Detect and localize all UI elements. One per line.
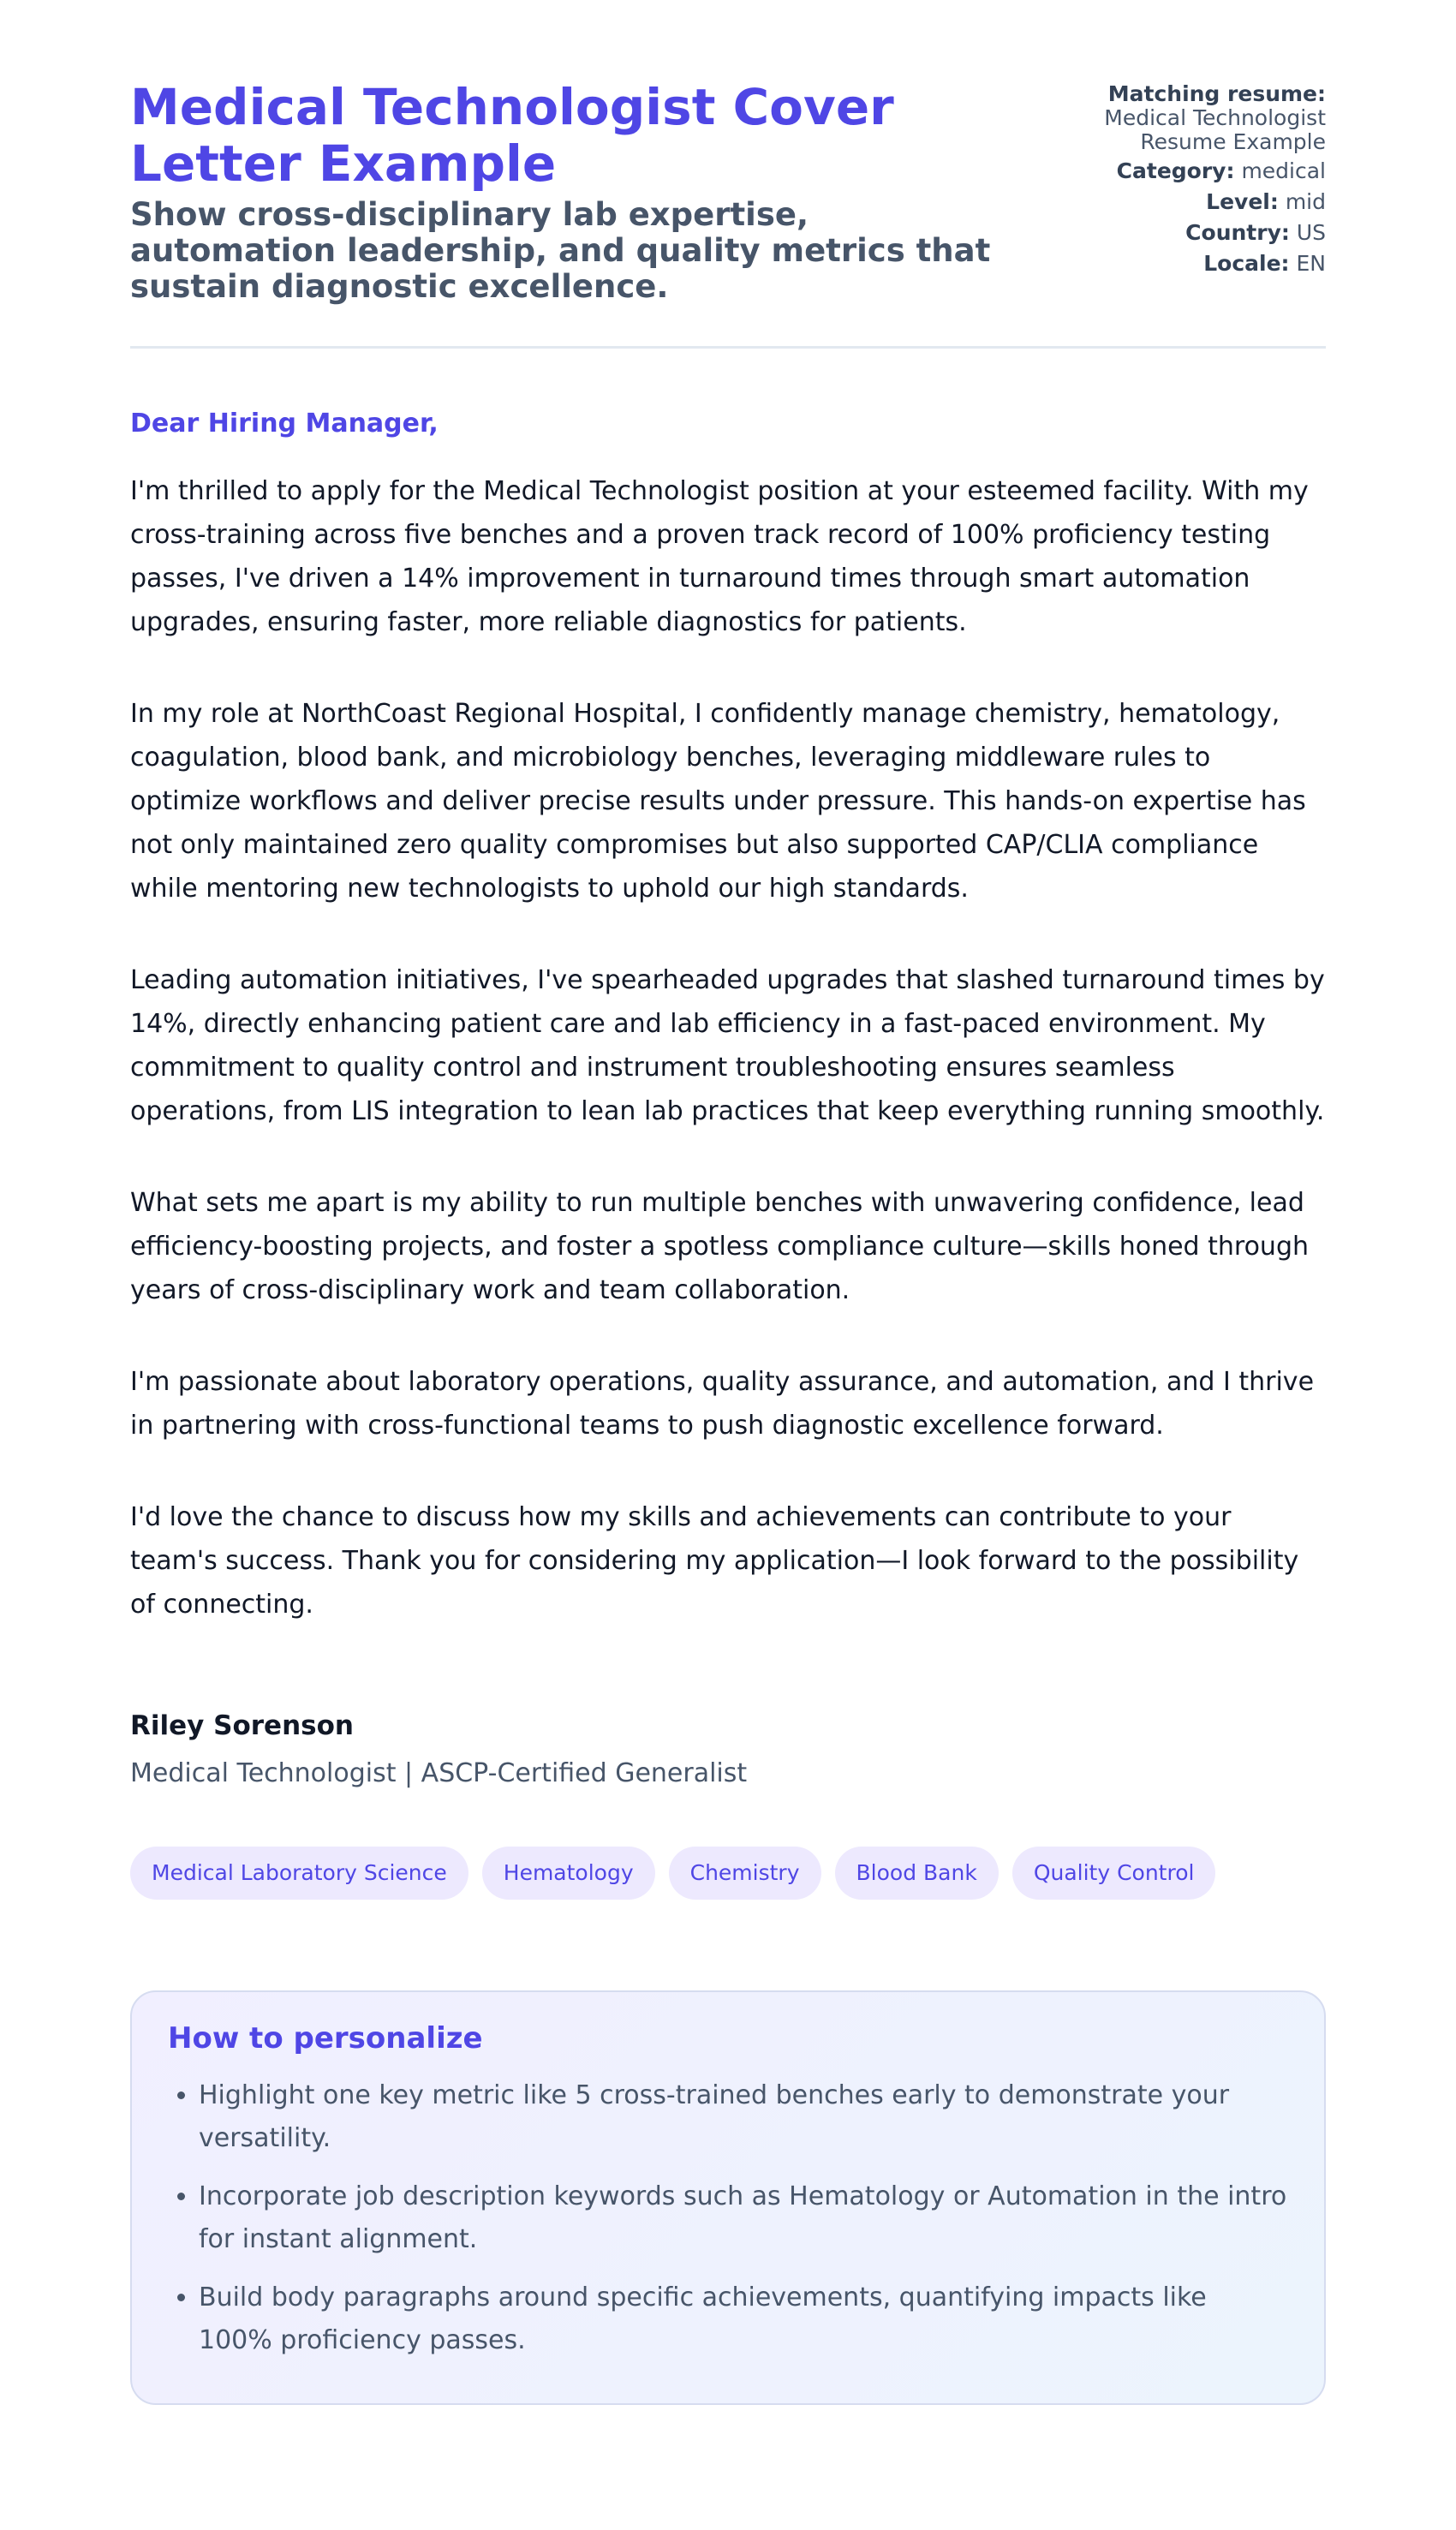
skill-tag: Medical Laboratory Science [130, 1847, 468, 1900]
meta-category [1069, 159, 1326, 183]
skill-tags [130, 1847, 1326, 1900]
letter-paragraph-6: I'd love the chance to discuss how my skills and achievements can contribute to your team's success. Thank you for considering my application—I look forward to the possibility of connecting. [130, 1502, 1299, 1620]
tips-list-item: • Highlight one key metric like 5 cross-trained benches early to demonstrate your versatility. [199, 2074, 1288, 2160]
signature-title: Medical Technologist | ASCP-Certified Generalist [130, 1758, 748, 1788]
letter-paragraph-5: I'm passionate about laboratory operations, quality assurance, and automation, and I thrive in partnering with cross-functional teams to push diagnostic excellence forward. [130, 1367, 1315, 1441]
letter-greeting: Dear Hiring Manager, [130, 409, 439, 439]
letter-paragraph-3: Leading automation initiatives, I've spearheaded upgrades that slashed turnaround times by 14%, directly enhancing patient care and lab efficiency in a fast-paced environment. My commitment to quality control and instrument troubleshooting ensures seamless operations, from LIS integration to lean lab practices that keep everything running smoothly. [130, 965, 1325, 1126]
meta-level-label: Level: [1206, 189, 1279, 214]
skill-tag: Chemistry [669, 1847, 821, 1900]
meta-category-label: Category: [1116, 158, 1235, 183]
skill-tag: Quality Control [1012, 1847, 1216, 1900]
page-subtitle: Show cross-disciplinary lab expertise, automation leadership, and quality metrics that sustain diagnostic excellence. [130, 196, 991, 305]
meta-locale-label: Locale: [1203, 251, 1290, 276]
letter-paragraph-2: In my role at NorthCoast Regional Hospital, I confidently manage chemistry, hematology, coagulation, blood bank, and microbiology benches, leveraging middleware rules to optimize workflows and deliver precise results under pressure. This hands-on expertise has not only maintained zero quality compromises but also supported CAP/CLIA compliance while mentoring new technologists to uphold our high standards. [130, 699, 1306, 904]
meta-country-value: US [1296, 220, 1326, 245]
letter-body [130, 469, 1326, 1626]
tips-list-item: • Incorporate job description keywords such as Hematology or Automation in the intro for instant alignment. [199, 2175, 1288, 2261]
skill-tag: Hematology [482, 1847, 655, 1900]
meta-matching-resume-label: Matching resume: [1107, 81, 1326, 106]
meta-locale [1069, 252, 1326, 276]
meta-category-value: medical [1241, 158, 1326, 183]
meta-matching-resume [1069, 82, 1326, 154]
personalize-tips-box [130, 1990, 1326, 2405]
letter-paragraph-4: What sets me apart is my ability to run multiple benches with unwavering confidence, lead efficiency-boosting projects, and foster a spotless compliance culture—skills honed through years of cross-disciplinary work and team collaboration. [130, 1188, 1310, 1305]
title-block [130, 79, 1021, 305]
meta-level [1069, 190, 1326, 214]
tips-list-item: • Build body paragraphs around specific achievements, quantifying impacts like 100% proficiency passes. [199, 2276, 1288, 2362]
meta-panel [1069, 79, 1326, 283]
skill-tag: Blood Bank [835, 1847, 999, 1900]
meta-locale-value: EN [1296, 251, 1326, 276]
meta-level-value: mid [1285, 189, 1326, 214]
tips-title: How to personalize [168, 2021, 483, 2056]
page-title: Medical Technologist Cover Letter Example [130, 78, 894, 193]
meta-country-label: Country: [1185, 220, 1290, 245]
page-header [130, 79, 1326, 349]
letter-paragraph-1: I'm thrilled to apply for the Medical Technologist position at your esteemed facility. With my cross-training across five benches and a proven track record of 100% proficiency testing passes, I've driven a 14% improvement in turnaround times through smart automation upgrades, ensuring faster, more reliable diagnostics for patients. [130, 476, 1309, 637]
meta-country [1069, 221, 1326, 245]
tips-list [168, 2074, 1288, 2362]
signature-name: Riley Sorenson [130, 1710, 354, 1741]
meta-matching-resume-value: Medical Technologist Resume Example [1104, 105, 1326, 154]
